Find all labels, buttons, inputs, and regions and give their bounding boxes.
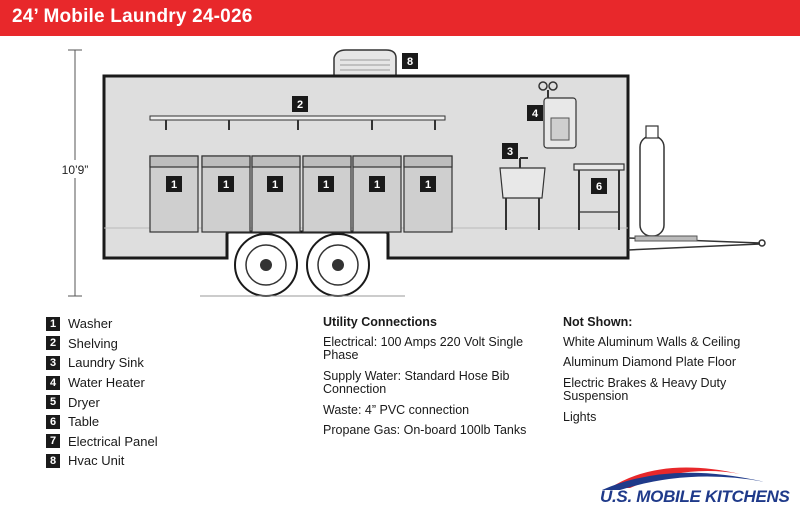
callout-1: 1 [170, 179, 178, 191]
legend-number: 4 [46, 376, 60, 390]
callout-1: 1 [222, 179, 230, 191]
legend-item [46, 334, 266, 354]
legend-label: Dryer [68, 394, 100, 410]
not-shown-item: White Aluminum Walls & Ceiling [563, 334, 741, 349]
legend-number: 7 [46, 434, 60, 448]
callout-2: 2 [296, 99, 304, 111]
hvac-unit [334, 50, 418, 76]
callout-1: 1 [424, 179, 432, 191]
legend-number: 5 [46, 395, 60, 409]
not-shown-heading: Not Shown: [563, 315, 633, 329]
utility-heading: Utility Connections [323, 315, 437, 329]
legend-item [46, 314, 266, 334]
logo-text: U.S. MOBILE KITCHENS [600, 487, 790, 506]
washer-1 [150, 156, 198, 232]
washer-6 [404, 156, 452, 232]
washer-4 [303, 156, 351, 232]
equipment-legend [46, 314, 266, 471]
legend-item [46, 451, 266, 471]
washer-3 [252, 156, 300, 232]
legend-number: 1 [46, 317, 60, 331]
callout-1: 1 [322, 179, 330, 191]
callout-3: 3 [506, 146, 514, 158]
washer-2 [202, 156, 250, 232]
legend-label: Water Heater [68, 375, 145, 391]
propane-tank [640, 126, 664, 236]
trailer-tongue [628, 236, 765, 250]
legend-label: Electrical Panel [68, 433, 158, 449]
utility-item: Waste: 4” PVC connection [323, 402, 470, 417]
legend-label: Hvac Unit [68, 453, 125, 469]
washer-5 [353, 156, 401, 232]
company-logo [590, 460, 790, 516]
legend-label: Washer [68, 316, 113, 332]
legend-item [46, 353, 266, 373]
legend-item [46, 392, 266, 412]
wheel-rear [307, 234, 369, 296]
logo-swoosh-icon [590, 460, 790, 490]
not-shown-list [563, 316, 783, 431]
legend-number: 8 [46, 454, 60, 468]
legend-label: Shelving [68, 335, 118, 351]
utility-item: Electrical: 100 Amps 220 Volt Single Phase [323, 334, 524, 362]
callout-1: 1 [373, 179, 381, 191]
callout-4: 4 [531, 108, 539, 120]
utility-connections [323, 316, 528, 445]
not-shown-item: Electric Brakes & Heavy Duty Suspension [563, 375, 727, 403]
utility-item: Propane Gas: On-board 100lb Tanks [323, 423, 527, 437]
legend-label: Laundry Sink [68, 355, 144, 371]
legend-number: 6 [46, 415, 60, 429]
trailer-diagram [0, 36, 800, 306]
height-label: 10’9” [61, 163, 89, 177]
legend-item [46, 412, 266, 432]
legend-number: 2 [46, 336, 60, 350]
legend-item [46, 432, 266, 452]
page-title: 24’ Mobile Laundry 24-026 [12, 6, 253, 27]
legend-label: Table [68, 414, 100, 430]
callout-6: 6 [595, 181, 603, 193]
title-bar [0, 0, 800, 36]
callout-8: 8 [406, 56, 414, 68]
callout-1: 1 [271, 179, 279, 191]
utility-item: Supply Water: Standard Hose Bib Connection [323, 368, 510, 396]
height-dimension [50, 50, 100, 296]
not-shown-item: Lights [563, 409, 597, 424]
legend-number: 3 [46, 356, 60, 370]
not-shown-item: Aluminum Diamond Plate Floor [563, 355, 736, 369]
legend-item [46, 373, 266, 393]
wheel-front [235, 234, 297, 296]
